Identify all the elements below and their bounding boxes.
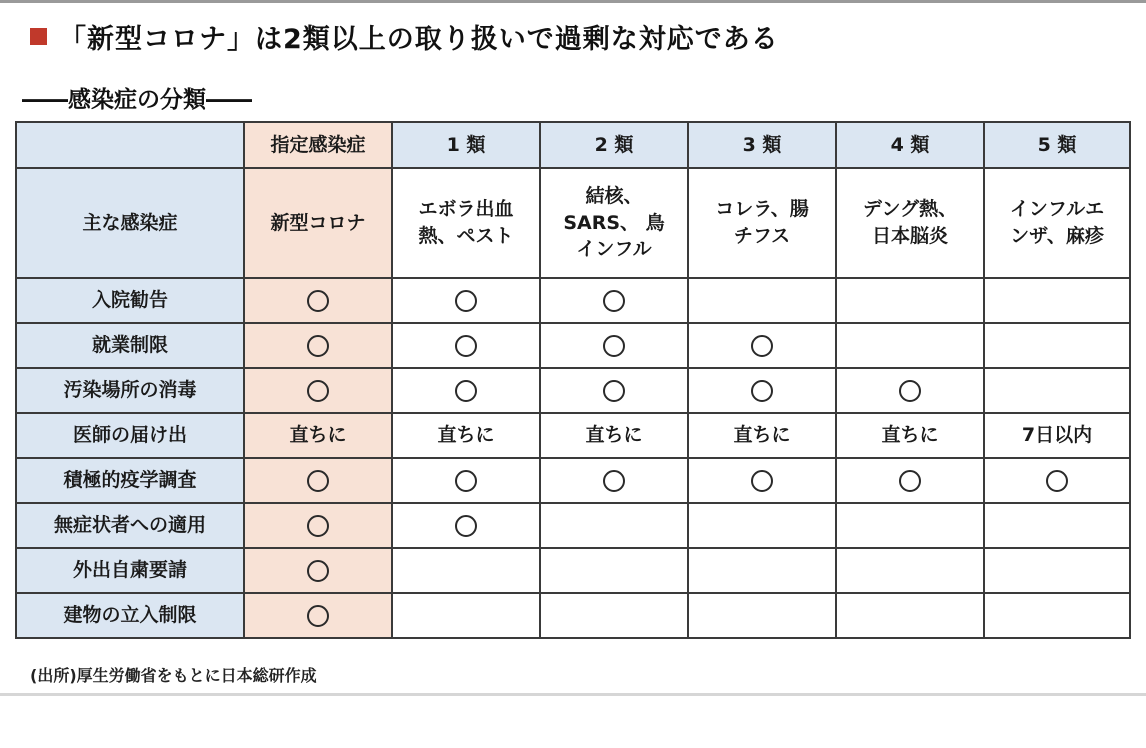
source-note: (出所)厚生労働省をもとに日本総研作成 [30,666,317,685]
empty-cell [984,278,1130,323]
empty-cell [540,548,688,593]
main-disease-cell [688,168,836,278]
empty-cell [540,503,688,548]
circle-mark-icon [307,380,329,402]
row-label: 外出自粛要請 [16,548,244,593]
cell-line: コレラ、腸 [715,198,809,221]
circle-mark-icon [307,515,329,537]
cell-value: 直ちに [585,424,643,447]
cell-value: 直ちに [881,424,939,447]
circle-mark-icon [307,470,329,492]
circle-mark-icon [307,290,329,312]
empty-cell [836,548,984,593]
check-cell [688,368,836,413]
circle-mark-icon [1046,470,1068,492]
circle-mark-icon [751,335,773,357]
title-row [30,17,779,56]
empty-cell [984,548,1130,593]
column-header: 4 類 [836,122,984,168]
text-cell [984,413,1130,458]
slide [0,3,1146,693]
empty-cell [392,548,540,593]
circle-mark-icon [455,470,477,492]
check-cell [392,458,540,503]
classification-table [15,121,1131,639]
empty-cell [836,593,984,638]
circle-mark-icon [751,470,773,492]
cell-line: ンザ、麻疹 [1010,225,1104,247]
empty-cell [688,503,836,548]
check-cell [540,278,688,323]
empty-cell [688,593,836,638]
header-corner [16,122,244,168]
cell-value: 直ちに [289,424,347,447]
text-cell [244,413,392,458]
column-header: 1 類 [392,122,540,168]
check-cell [244,503,392,548]
cell-value: 直ちに [437,424,495,447]
table-row [16,368,1130,413]
empty-cell [984,593,1130,638]
column-header: 3 類 [688,122,836,168]
check-cell [244,368,392,413]
row-label: 積極的疫学調査 [16,458,244,503]
cell-line: SARS、 鳥 [563,211,665,234]
cell-line: エボラ出血 [418,198,514,221]
main-disease-cell [984,168,1130,278]
empty-cell [984,503,1130,548]
cell-line: 日本脳炎 [871,225,948,247]
column-header: 指定感染症 [244,122,392,168]
bottom-band [0,693,1146,748]
row-label: 主な感染症 [16,168,244,278]
check-cell [392,503,540,548]
text-cell [540,413,688,458]
cell-line: 新型コロナ [270,211,366,234]
cell-value: 7日以内 [1021,424,1093,447]
main-disease-cell [540,168,688,278]
text-cell [836,413,984,458]
table-row [16,323,1130,368]
check-cell [688,323,836,368]
row-label: 建物の立入制限 [16,593,244,638]
main-diseases-row [16,168,1130,278]
table-row [16,413,1130,458]
check-cell [836,368,984,413]
check-cell [392,368,540,413]
circle-mark-icon [455,515,477,537]
text-cell [688,413,836,458]
circle-mark-icon [307,560,329,582]
row-label: 医師の届け出 [16,413,244,458]
main-disease-cell [244,168,392,278]
check-cell [244,278,392,323]
empty-cell [984,323,1130,368]
circle-mark-icon [307,605,329,627]
cell-line: チフス [733,225,791,247]
circle-mark-icon [899,470,921,492]
check-cell [244,323,392,368]
cell-line: インフルエ [1009,198,1105,221]
table-row [16,548,1130,593]
table-row [16,593,1130,638]
circle-mark-icon [751,380,773,402]
check-cell [688,458,836,503]
empty-cell [392,593,540,638]
column-header: 5 類 [984,122,1130,168]
circle-mark-icon [603,290,625,312]
circle-mark-icon [603,380,625,402]
main-disease-cell [836,168,984,278]
row-label: 就業制限 [16,323,244,368]
circle-mark-icon [899,380,921,402]
check-cell [540,368,688,413]
check-cell [392,278,540,323]
cell-line: インフル [576,238,652,261]
table-subtitle: ――感染症の分類―― [22,87,252,113]
empty-cell [836,503,984,548]
circle-mark-icon [603,470,625,492]
check-cell [540,458,688,503]
empty-cell [540,593,688,638]
header-row [16,122,1130,168]
check-cell [244,548,392,593]
check-cell [540,323,688,368]
cell-line: 熱、ペスト [418,225,514,247]
row-label: 入院勧告 [16,278,244,323]
check-cell [392,323,540,368]
table-row [16,458,1130,503]
table-row [16,503,1130,548]
page-title: 「新型コロナ」は2類以上の取り扱いで過剰な対応である [59,24,779,55]
check-cell [836,458,984,503]
check-cell [244,593,392,638]
text-cell [392,413,540,458]
cell-line: デング熱、 [862,198,958,221]
circle-mark-icon [603,335,625,357]
cell-line: 結核、 [585,185,643,208]
check-cell [244,458,392,503]
main-disease-cell [392,168,540,278]
empty-cell [688,278,836,323]
circle-mark-icon [455,290,477,312]
circle-mark-icon [455,380,477,402]
row-label: 汚染場所の消毒 [16,368,244,413]
circle-mark-icon [455,335,477,357]
row-label: 無症状者への適用 [16,503,244,548]
empty-cell [836,323,984,368]
circle-mark-icon [307,335,329,357]
empty-cell [984,368,1130,413]
empty-cell [836,278,984,323]
column-header: 2 類 [540,122,688,168]
square-bullet-icon [30,28,47,45]
empty-cell [688,548,836,593]
table-row [16,278,1130,323]
cell-value: 直ちに [733,424,791,447]
check-cell [984,458,1130,503]
